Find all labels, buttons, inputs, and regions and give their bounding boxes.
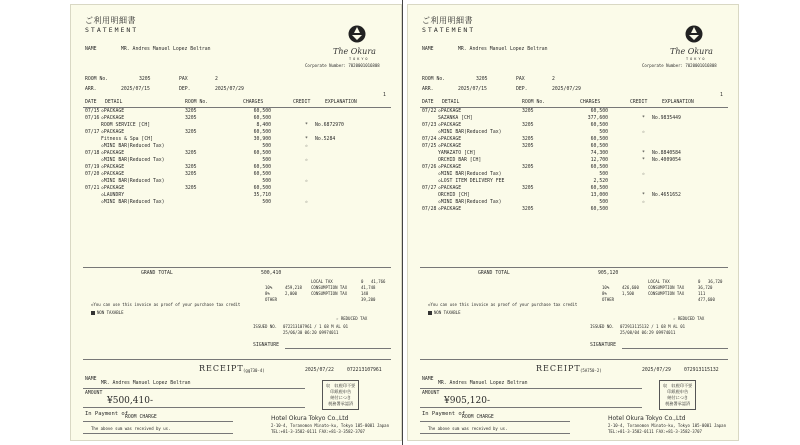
row-credit: * xyxy=(642,151,645,156)
row-detail: ◇MINI BAR(Reduced Tax) xyxy=(438,130,502,135)
in-payment-label: In Payment of xyxy=(85,411,129,417)
tax-base: 1,500 xyxy=(622,291,635,296)
row-charges: 60,500 xyxy=(590,109,608,114)
col-credit: CREDIT xyxy=(630,100,648,105)
row-date: 07/24 xyxy=(422,137,437,142)
table-row xyxy=(71,137,402,143)
receipt-name-label: NAME xyxy=(422,377,434,382)
row-date: 07/20 xyxy=(85,172,100,177)
dep-date: 2025/07/29 xyxy=(552,87,581,92)
row-charges: 60,500 xyxy=(590,207,608,212)
table-row xyxy=(71,130,402,136)
pax-value: 2 xyxy=(215,77,218,82)
row-charges: 60,500 xyxy=(253,130,271,135)
receipt-rule xyxy=(83,359,391,360)
row-credit: ☆ xyxy=(305,179,308,184)
row-credit: * xyxy=(305,123,308,128)
row-explanation: No.8840584 xyxy=(652,151,681,156)
pax-label: PAX xyxy=(179,77,188,82)
tax-label: LOCAL TAX xyxy=(648,279,670,284)
grand-total-value: 905,120 xyxy=(598,271,619,276)
row-date: 07/16 xyxy=(85,116,100,121)
row-credit: ☆ xyxy=(305,144,308,149)
dep-label: DEP. xyxy=(179,87,191,92)
table-row xyxy=(408,144,739,150)
non-taxable-legend: NON TAXABLE xyxy=(428,310,461,315)
row-charges: 500 xyxy=(262,144,271,149)
receipt-number: 072213107961 xyxy=(347,368,382,373)
payment-line xyxy=(83,421,233,422)
row-date: 07/15 xyxy=(85,109,100,114)
col-explanation: EXPLANATION xyxy=(662,100,694,105)
tax-base: 426,600 xyxy=(622,285,639,290)
row-detail: YAMAZATO [CH] xyxy=(438,151,476,156)
col-date: DATE xyxy=(422,100,434,105)
receipt-rule xyxy=(420,359,728,360)
signature-label: SIGNATURE xyxy=(590,343,616,348)
arr-date: 2025/07/15 xyxy=(121,87,150,92)
row-charges: 30,900 xyxy=(253,137,271,142)
room-label: ROOM No. xyxy=(422,77,446,82)
row-date: 07/23 xyxy=(422,123,437,128)
arr-label: ARR. xyxy=(85,87,97,92)
receipt-name-label: NAME xyxy=(85,377,97,382)
row-charges: 60,500 xyxy=(253,151,271,156)
receipt-code: (gg730-4) xyxy=(243,368,265,373)
row-charges: 60,500 xyxy=(253,186,271,191)
receipt-name-line xyxy=(83,388,305,389)
row-detail: ◇PACKAGE xyxy=(101,165,125,170)
row-charges: 500 xyxy=(599,200,608,205)
row-charges: 60,500 xyxy=(253,116,271,121)
row-detail: ◇PACKAGE xyxy=(438,186,462,191)
row-explanation: No.4009054 xyxy=(652,158,681,163)
row-credit: ☆ xyxy=(305,200,308,205)
page-number: 1 xyxy=(720,93,723,98)
row-room: 3205 xyxy=(522,144,534,149)
table-row xyxy=(71,165,402,171)
table-row xyxy=(408,179,739,185)
row-charges: 500 xyxy=(262,200,271,205)
row-explanation: No.9835449 xyxy=(652,116,681,121)
row-room: 3205 xyxy=(185,116,197,121)
row-detail: ◇PACKAGE xyxy=(438,207,462,212)
table-row xyxy=(408,137,739,143)
col-charges: CHARGES xyxy=(580,100,601,105)
receipt-date: 2025/07/22 xyxy=(305,368,334,373)
issued-values: 072213107961 / 1 68 M AL 01 xyxy=(283,324,349,329)
name-label: NAME xyxy=(422,47,434,52)
table-row xyxy=(71,116,402,122)
tax-value: 41,748 xyxy=(361,285,376,290)
table-row xyxy=(408,158,739,164)
row-credit: ☆ xyxy=(305,158,308,163)
row-detail: ◇MINI BAR(Reduced Tax) xyxy=(101,144,165,149)
row-credit: ☆ xyxy=(642,172,645,177)
row-detail: ◇MINI BAR(Reduced Tax) xyxy=(101,200,165,205)
table-row xyxy=(71,151,402,157)
logo-text: The Okura xyxy=(333,47,376,56)
table-row xyxy=(71,179,402,185)
tax-value: 39,200 xyxy=(361,297,376,302)
table-row xyxy=(408,200,739,206)
row-charges: 60,500 xyxy=(253,172,271,177)
row-charges: 2,520 xyxy=(593,179,608,184)
title-en: STATEMENT xyxy=(422,26,476,34)
row-detail: ◇PACKAGE xyxy=(101,116,125,121)
issued-values: 072913115132 / 1 68 M AL 01 xyxy=(620,324,686,329)
row-date: 07/19 xyxy=(85,165,100,170)
dep-label: DEP. xyxy=(516,87,528,92)
charges-table xyxy=(71,109,402,229)
receipt-number: 072913115132 xyxy=(684,368,719,373)
receipt-guest-name: MR. Andres Manuel Lopez Beltran xyxy=(438,381,528,386)
proof-note: ◇You can use this invoice as proof of your purchase tax credit xyxy=(91,302,241,307)
charges-table xyxy=(408,109,739,239)
receipt-name-line xyxy=(420,388,642,389)
row-detail: ◇PACKAGE xyxy=(438,144,462,149)
corporate-number: Corporate Number: 7020001016808 xyxy=(305,63,380,68)
table-row xyxy=(71,200,402,206)
in-payment-label: In Payment of xyxy=(422,411,466,417)
received-line xyxy=(83,433,233,434)
row-detail: ◇PACKAGE xyxy=(438,123,462,128)
row-detail: ◇PACKAGE xyxy=(438,109,462,114)
col-room: ROOM No. xyxy=(185,100,209,105)
row-detail: ◇PACKAGE xyxy=(101,172,125,177)
amount-label: AMOUNT xyxy=(422,391,440,396)
receipt-date: 2025/07/29 xyxy=(642,368,671,373)
row-date: 07/21 xyxy=(85,186,100,191)
row-charges: 500 xyxy=(262,158,271,163)
row-room: 3205 xyxy=(185,186,197,191)
row-credit: * xyxy=(642,158,645,163)
row-room: 3205 xyxy=(522,207,534,212)
amount-line xyxy=(420,407,642,408)
signature-label: SIGNATURE xyxy=(253,343,279,348)
statement-page-left xyxy=(70,4,402,441)
grand-total-value: 500,410 xyxy=(261,271,282,276)
row-detail: ◇PACKAGE xyxy=(101,151,125,156)
row-credit: ☆ xyxy=(642,200,645,205)
pax-value: 2 xyxy=(552,77,555,82)
room-label: ROOM No. xyxy=(85,77,109,82)
received-line xyxy=(420,433,570,434)
proof-note: ◇You can use this invoice as proof of your purchase tax credit xyxy=(428,302,578,307)
row-explanation: No.4651652 xyxy=(652,193,681,198)
row-charges: 500 xyxy=(262,179,271,184)
row-date: 07/17 xyxy=(85,130,100,135)
received-note: The above sum was received by us. xyxy=(428,426,508,431)
tax-label: CONSUMPTION TAX xyxy=(311,285,348,290)
total-rule xyxy=(420,267,728,268)
table-row xyxy=(408,193,739,199)
hotel-name: Hotel Okura Tokyo Co.,Ltd xyxy=(271,415,349,422)
dep-date: 2025/07/29 xyxy=(215,87,244,92)
corporate-number: Corporate Number: 7020001016808 xyxy=(642,63,717,68)
row-detail: ◇PACKAGE xyxy=(101,109,125,114)
non-taxable-legend: NON TAXABLE xyxy=(91,310,124,315)
row-detail: ◇MINI BAR(Reduced Tax) xyxy=(438,172,502,177)
receipt-guest-name: MR. Andres Manuel Lopez Beltran xyxy=(101,381,191,386)
row-room: 3205 xyxy=(522,123,534,128)
row-charges: 60,500 xyxy=(253,109,271,114)
row-credit: ☆ xyxy=(642,130,645,135)
hotel-name: Hotel Okura Tokyo Co.,Ltd xyxy=(608,415,686,422)
tax-value-2: 41,766 xyxy=(371,279,386,284)
row-charges: 500 xyxy=(599,172,608,177)
table-row xyxy=(408,165,739,171)
pax-label: PAX xyxy=(516,77,525,82)
row-room: 3205 xyxy=(185,109,197,114)
table-row xyxy=(408,207,739,213)
room-no: 3205 xyxy=(476,77,488,82)
tax-value: 0 xyxy=(698,279,701,284)
hotel-tel: TEL:+81-3-3582-0111 FAX:+81-3-3582-3707 xyxy=(608,429,702,434)
payment-line xyxy=(420,421,570,422)
table-row xyxy=(408,116,739,122)
table-row xyxy=(71,144,402,150)
row-charges: 60,500 xyxy=(590,144,608,149)
signature-line xyxy=(285,348,391,349)
tax-value-2: 36,720 xyxy=(708,279,723,284)
logo-sub: TOKYO xyxy=(349,57,370,61)
row-detail: ROOM SERVICE [CH] xyxy=(101,123,151,128)
row-date: 07/25 xyxy=(422,144,437,149)
row-charges: 8,400 xyxy=(256,123,271,128)
table-row xyxy=(408,186,739,192)
table-row xyxy=(71,158,402,164)
row-charges: 74,300 xyxy=(590,151,608,156)
row-detail: SAZANKA [CH] xyxy=(438,116,473,121)
col-credit: CREDIT xyxy=(293,100,311,105)
tax-rate: 8% xyxy=(265,291,270,296)
amount-label: AMOUNT xyxy=(85,391,103,396)
hotel-address: 2-10-4, Toranomon Minato-ku, Tokyo 105-0001 Japan xyxy=(608,423,727,428)
row-detail: Fitness & Spa [CH] xyxy=(101,137,153,142)
row-detail: ORCHID BAR [CH] xyxy=(438,158,482,163)
row-explanation: No.6872970 xyxy=(315,123,344,128)
reduced-tax-legend: ☆ REDUCED TAX xyxy=(336,316,368,321)
row-explanation: No.5284 xyxy=(315,137,336,142)
row-room: 3205 xyxy=(185,172,197,177)
row-detail: ◇MINI BAR(Reduced Tax) xyxy=(438,200,502,205)
row-room: 3205 xyxy=(185,165,197,170)
name-label: NAME xyxy=(85,47,97,52)
receipt-title: RECEIPT xyxy=(536,364,581,373)
logo-text: The Okura xyxy=(670,47,713,56)
row-charges: 377,600 xyxy=(587,116,608,121)
table-row xyxy=(71,123,402,129)
issued-label: ISSUED NO. xyxy=(590,324,615,329)
row-charges: 60,500 xyxy=(590,123,608,128)
row-charges: 13,000 xyxy=(590,193,608,198)
tax-value: 36,720 xyxy=(698,285,713,290)
col-charges: CHARGES xyxy=(243,100,264,105)
row-credit: * xyxy=(642,193,645,198)
room-no: 3205 xyxy=(139,77,151,82)
row-room: 3205 xyxy=(522,165,534,170)
row-date: 07/28 xyxy=(422,207,437,212)
row-detail: ◇PACKAGE xyxy=(438,137,462,142)
row-charges: 60,500 xyxy=(253,165,271,170)
hotel-tel: TEL:+81-3-3582-0111 FAX:+81-3-3582-3707 xyxy=(271,429,365,434)
tax-label: CONSUMPTION TAX xyxy=(311,291,348,296)
tax-value: 477,600 xyxy=(698,297,715,302)
row-detail: ORCHID [CH] xyxy=(438,193,470,198)
total-rule xyxy=(83,267,391,268)
arr-label: ARR. xyxy=(422,87,434,92)
row-room: 3205 xyxy=(522,186,534,191)
tax-base: 459,218 xyxy=(285,285,302,290)
in-payment-of: ROOM CHARGE xyxy=(125,415,157,420)
title-jp: ご利用明細書 xyxy=(85,16,136,25)
tax-rate: 8% xyxy=(602,291,607,296)
table-row xyxy=(408,109,739,115)
row-credit: * xyxy=(642,116,645,121)
grand-total-label: GRAND TOTAL xyxy=(478,271,510,276)
table-row xyxy=(408,123,739,129)
tax-label: LOCAL TAX xyxy=(311,279,333,284)
row-date: 07/27 xyxy=(422,186,437,191)
col-detail: DETAIL xyxy=(442,100,460,105)
guest-name: MR. Andres Manuel Lopez Beltran xyxy=(458,47,548,52)
row-charges: 35,710 xyxy=(253,193,271,198)
row-charges: 500 xyxy=(599,130,608,135)
grand-total-label: GRAND TOTAL xyxy=(141,271,173,276)
row-detail: ◇PACKAGE xyxy=(101,130,125,135)
tax-value: 111 xyxy=(698,291,706,296)
okura-emblem-icon xyxy=(348,25,366,43)
issued-label: ISSUED NO. xyxy=(253,324,278,329)
okura-emblem-icon xyxy=(685,25,703,43)
receipt-amount: ¥500,410- xyxy=(107,396,153,406)
row-room: 3205 xyxy=(185,151,197,156)
tax-value: 0 xyxy=(361,279,364,284)
revenue-stamp: 収 収税印不要 印紙税申告 納付につき 税務署承認済 xyxy=(659,380,696,410)
tax-rate: 10% xyxy=(265,285,273,290)
row-detail: ◇PACKAGE xyxy=(101,186,125,191)
table-row xyxy=(71,109,402,115)
row-detail: ◇LOST ITEM DELIVERY FEE xyxy=(438,179,505,184)
row-room: 3205 xyxy=(522,137,534,142)
page-number: 1 xyxy=(383,93,386,98)
guest-name: MR. Andres Manuel Lopez Beltran xyxy=(121,47,211,52)
issued-values-2: 25/06/30 06:20 09974011 xyxy=(283,330,339,335)
statement-page-right xyxy=(407,4,739,441)
tax-rate: OTHER xyxy=(265,297,278,302)
row-charges: 60,500 xyxy=(590,186,608,191)
header-rule xyxy=(420,107,728,108)
header-rule xyxy=(83,107,391,108)
col-room: ROOM No. xyxy=(522,100,546,105)
title-en: STATEMENT xyxy=(85,26,139,34)
row-detail: ◇MINI BAR(Reduced Tax) xyxy=(101,179,165,184)
col-explanation: EXPLANATION xyxy=(325,100,357,105)
col-detail: DETAIL xyxy=(105,100,123,105)
table-row xyxy=(71,193,402,199)
in-payment-of: ROOM CHARGE xyxy=(462,415,494,420)
row-detail: ◇LAUNDRY xyxy=(101,193,125,198)
tax-rate: OTHER xyxy=(602,297,615,302)
row-charges: 60,500 xyxy=(590,165,608,170)
row-detail: ◇PACKAGE xyxy=(438,165,462,170)
reduced-tax-legend: ☆ REDUCED TAX xyxy=(673,316,705,321)
table-row xyxy=(408,130,739,136)
logo-sub: TOKYO xyxy=(686,57,707,61)
table-row xyxy=(408,172,739,178)
row-date: 07/18 xyxy=(85,151,100,156)
receipt-amount: ¥905,120- xyxy=(444,396,490,406)
table-row xyxy=(71,172,402,178)
receipt-title: RECEIPT xyxy=(199,364,244,373)
row-room: 3205 xyxy=(185,130,197,135)
col-date: DATE xyxy=(85,100,97,105)
revenue-stamp: 収 収税印不要 印紙税申告 納付につき 税務署承認済 xyxy=(322,380,359,410)
title-jp: ご利用明細書 xyxy=(422,16,473,25)
tax-value: 148 xyxy=(361,291,369,296)
table-row xyxy=(71,186,402,192)
amount-line xyxy=(83,407,305,408)
tax-label: CONSUMPTION TAX xyxy=(648,285,685,290)
hotel-address: 2-10-4, Toranomon Minato-ku, Tokyo 105-0001 Japan xyxy=(271,423,390,428)
row-charges: 60,500 xyxy=(590,137,608,142)
received-note: The above sum was received by us. xyxy=(91,426,171,431)
row-charges: 12,700 xyxy=(590,158,608,163)
page-divider xyxy=(402,0,403,445)
issued-values-2: 25/08/04 06:29 09974011 xyxy=(620,330,676,335)
tax-label: CONSUMPTION TAX xyxy=(648,291,685,296)
row-date: 07/26 xyxy=(422,165,437,170)
tax-rate: 10% xyxy=(602,285,610,290)
row-date: 07/22 xyxy=(422,109,437,114)
arr-date: 2025/07/15 xyxy=(458,87,487,92)
row-detail: ◇MINI BAR(Reduced Tax) xyxy=(101,158,165,163)
tax-base: 2,000 xyxy=(285,291,298,296)
receipt-code: (5A750-2) xyxy=(580,368,602,373)
signature-line xyxy=(622,348,728,349)
table-row xyxy=(408,151,739,157)
row-credit: * xyxy=(305,137,308,142)
row-room: 3205 xyxy=(522,109,534,114)
